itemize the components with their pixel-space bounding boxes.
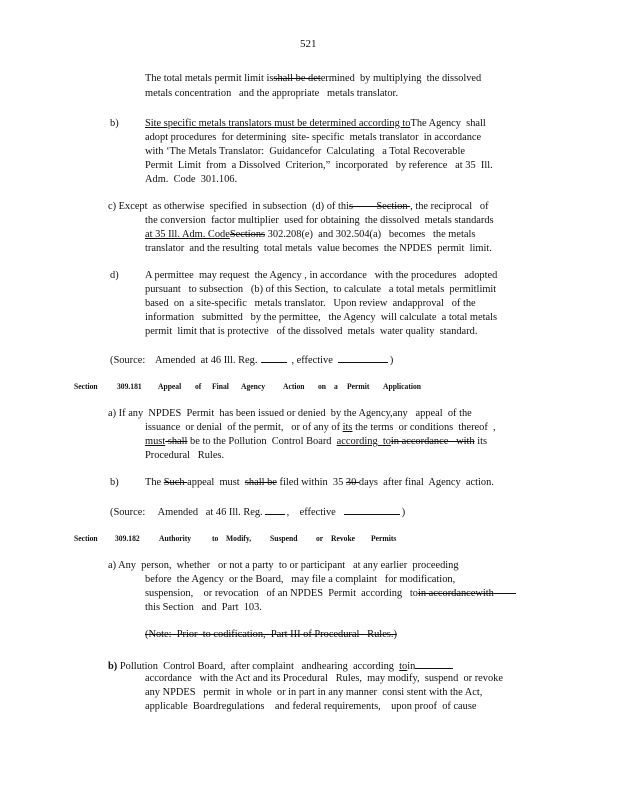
underline-extension	[415, 659, 453, 669]
blank-field	[338, 353, 388, 363]
subsection-b-line-5: Adm. Code 301.106.	[145, 174, 238, 185]
struck-text: in accordance with	[390, 436, 475, 447]
underlined-text: Site specific metals translators must be determined according to	[145, 118, 411, 129]
subsection-c-line-2: the conversion factor multiplier used for obtaining the dissolved metals standards	[145, 215, 494, 226]
text: its	[474, 436, 488, 447]
text: )	[389, 355, 394, 366]
underlined-text: its	[342, 422, 353, 433]
section-number: 309.181	[117, 381, 142, 392]
title-word: Agency	[241, 381, 266, 392]
text: , the reciprocal of	[410, 201, 489, 212]
text: appeal must	[187, 477, 245, 488]
source-note-1	[110, 353, 393, 366]
title-word: of	[195, 381, 202, 392]
section-heading-309-181	[0, 382, 618, 395]
subsection-b-line-3: with ‘The Metals Translator: Guidancefor Calculating a Total Recoverable	[145, 146, 465, 157]
blank-field	[261, 353, 287, 363]
title-word: Action	[283, 381, 305, 392]
section-number: 309.182	[115, 533, 140, 544]
blank-field	[265, 505, 285, 515]
s181-a-line-4: Procedural Rules.	[145, 450, 225, 461]
text: , effective	[291, 355, 333, 366]
strike-extension	[494, 588, 516, 594]
title-word: Permits	[371, 533, 397, 544]
struck-text: 30	[345, 477, 359, 488]
underlined-text: according to	[336, 436, 391, 447]
s182-a-line-4: this Section and Part 103.	[145, 602, 262, 613]
title-word: Suspend	[270, 533, 298, 544]
s181-a-line-3	[145, 436, 487, 447]
text: the terms or conditions thereof ,	[352, 422, 496, 433]
subsection-d-line-3: based on a site-specific metals translator. Upon review andapproval of the	[145, 298, 476, 309]
text: ermined by multiplying the dissolved	[320, 73, 482, 84]
text: (Source: Amended at 46 Ill. Reg.	[110, 507, 263, 518]
s181-a-line-1: a) If any NPDES Permit has been issued or denied by the Agency,any appeal of the	[108, 408, 472, 419]
page-number: 521	[300, 38, 317, 50]
text: be to the Pollution Control Board	[187, 436, 337, 447]
subsection-b-line-1	[145, 118, 486, 129]
text: The Agency shall	[410, 118, 486, 129]
text: , effective	[286, 507, 336, 518]
section-heading-309-182	[0, 534, 618, 547]
underlined-text: at 35 Ill. Adm. Code	[145, 229, 230, 240]
text: (Source: Amended at 46 Ill. Reg.	[110, 355, 258, 366]
title-word: Final	[212, 381, 229, 392]
subsection-c-line-4: translator and the resulting total metals value becomes the NPDES permit limit.	[145, 243, 492, 254]
source-note-2	[110, 505, 405, 518]
text: suspension, or revocation of an NPDES Permit according to	[145, 588, 418, 599]
struck-text: shall be	[244, 477, 277, 488]
struck-text: Sections	[229, 229, 266, 240]
title-word: a	[334, 381, 338, 392]
title-word: Permit	[347, 381, 370, 392]
title-word: Authority	[159, 533, 192, 544]
underlined-text: to	[399, 661, 408, 672]
text: )	[401, 507, 406, 518]
text: c) Except as otherwise specified in subsection (d) of thi	[108, 201, 349, 212]
text: The	[145, 477, 164, 488]
para-intro-line-1	[145, 73, 481, 84]
s182-a-line-2: before the Agency or the Board, may file a complaint for modification,	[145, 574, 456, 585]
text: The total metals permit limit is	[145, 73, 274, 84]
text: 302.208(e) and 302.504(a) becomes the metals	[265, 229, 476, 240]
struck-text: shall be det	[273, 73, 321, 84]
struck-text: s Section	[348, 201, 411, 212]
title-word: Appeal	[158, 381, 182, 392]
s182-a-line-3	[145, 588, 516, 599]
s182-b-line-1	[108, 659, 453, 672]
subsection-c-line-1	[108, 201, 489, 212]
text: Pollution Control Board, after complaint andhearing according	[119, 661, 400, 672]
title-word: Revoke	[331, 533, 356, 544]
underlined-text: must	[145, 436, 166, 447]
struck-text: in	[407, 661, 416, 672]
struck-note: (Note: Prior to codification, Part III of Procedural Rules.)	[145, 629, 397, 640]
title-word: to	[212, 533, 219, 544]
subsection-label: b)	[108, 661, 120, 672]
blank-field	[344, 505, 400, 515]
s182-b-line-2: accordance with the Act and its Procedural Rules, may modify, suspend or revoke	[145, 673, 503, 684]
title-word: on	[318, 381, 327, 392]
subsection-b-line-2: adopt procedures for determining site- specific metals translator in accordance	[145, 132, 482, 143]
title-word: Application	[383, 381, 421, 392]
title-word: or	[316, 533, 324, 544]
s182-b-line-3: any NPDES permit in whole or in part in any manner consi stent with the Act,	[145, 687, 483, 698]
subsection-label-d: d)	[110, 270, 119, 281]
text: issuance or denial of the permit, or of any of	[145, 422, 343, 433]
title-word: Modify,	[226, 533, 252, 544]
subsection-d-line-5: permit limit that is protective of the dissolved metals water quality standard.	[145, 326, 478, 337]
struck-text: in accordancewith	[418, 588, 494, 599]
struck-text: shall	[165, 436, 188, 447]
subsection-c-line-3	[145, 229, 475, 240]
subsection-d-line-4: information submitted by the permittee, the Agency will calculate a total metals	[145, 312, 498, 323]
s182-b-line-4: applicable Boardregulations and federal requirements, upon proof of cause	[145, 701, 477, 712]
section-word: Section	[74, 533, 98, 544]
subsection-b-line-4: Permit Limit from a Dissolved Criterion,” incorporated by reference at 35 Ill.	[145, 160, 493, 171]
s181-b-line-1	[145, 477, 494, 488]
s181-a-line-2	[145, 422, 496, 433]
struck-text: Such	[163, 477, 188, 488]
subsection-d-line-1: A permittee may request the Agency , in accordance with the procedures adopted	[145, 270, 498, 281]
subsection-d-line-2: pursuant to subsection (b) of this Section, to calculate a total metals permitlimit	[145, 284, 497, 295]
text: days after final Agency action.	[358, 477, 494, 488]
subsection-label-b-181: b)	[110, 477, 119, 488]
text: filed within 35	[276, 477, 346, 488]
para-intro-line-2: metals concentration and the appropriate metals translator.	[145, 88, 399, 99]
s182-a-line-1: a) Any person, whether or not a party to or participant at any earlier proceeding	[108, 560, 459, 571]
section-word: Section	[74, 381, 98, 392]
subsection-label-b: b)	[110, 118, 119, 129]
